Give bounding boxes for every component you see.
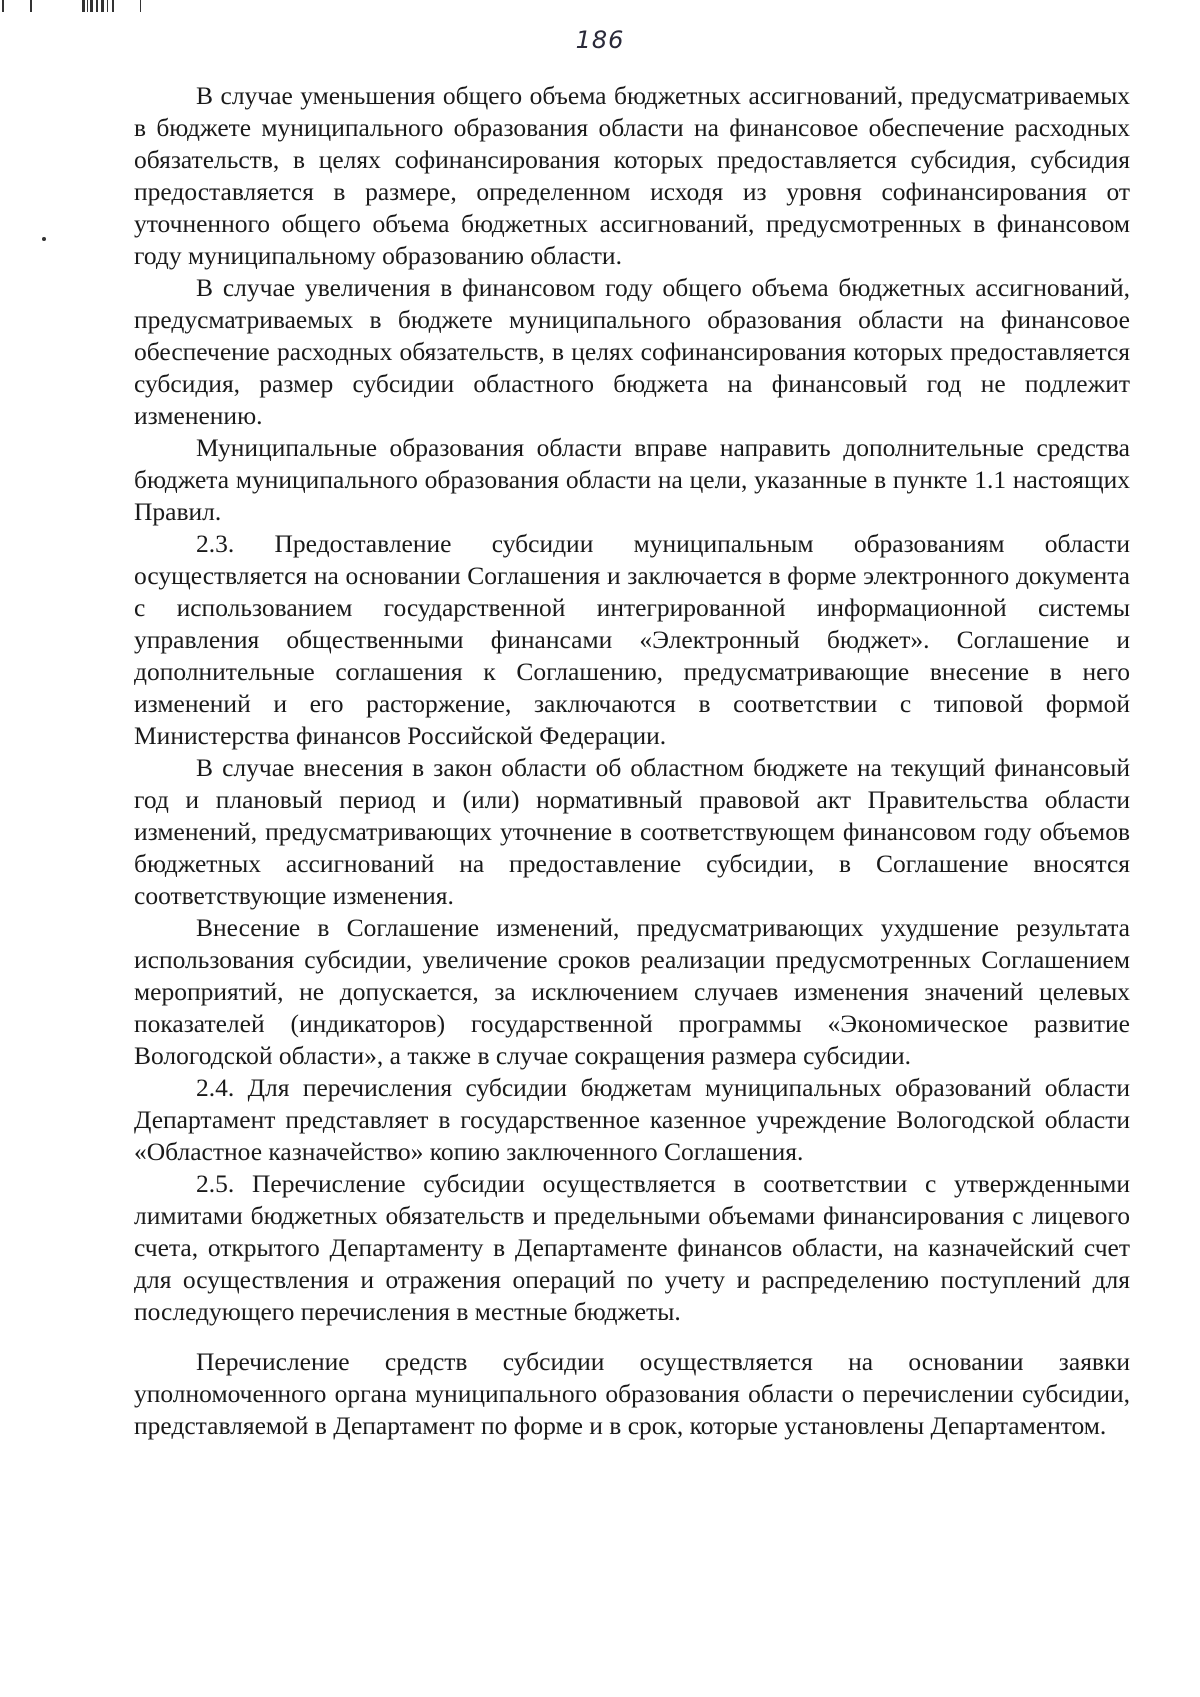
document-body xyxy=(134,80,1130,1442)
paragraph-budget-decrease: В случае уменьшения общего объема бюджетных ассигнований, предусматриваемых в бюджете муниципального образования области на финансовое обеспечение расходных обязательств, в целях софинансирования которых предоставляется субсидия, субсидия предоставляется в размере, определенном исходя из уровня софинансирования от уточненного общего объема бюджетных ассигнований, предусмотренных в финансовом году муниципальному образованию области. xyxy=(134,81,1130,270)
paragraph-clause-2-5: 2.5. Перечисление субсидии осуществляется в соответствии с утвержденными лимитами бюджетных обязательств и предельными объемами финансирования с лицевого счета, открытого Департаменту в Департаменте финансов области, на казначейский счет для осуществления и отражения операций по учету и распределению поступлений для последующего перечисления в местные бюджеты. xyxy=(134,1169,1130,1326)
paragraph-transfer-request: Перечисление средств субсидии осуществляется на основании заявки уполномоченного органа муниципального образования области о перечислении субсидии, представляемой в Департамент по форме и в срок, которые установлены Департаментом. xyxy=(134,1347,1130,1440)
paragraph-clause-2-4: 2.4. Для перечисления субсидии бюджетам муниципальных образований области Департамент представляет в государственное казенное учреждение Вологодской области «Областное казначейство» копию заключенного Соглашения. xyxy=(134,1073,1130,1166)
paragraph-budget-increase: В случае увеличения в финансовом году общего объема бюджетных ассигнований, предусматриваемых в бюджете муниципального образования области на финансовое обеспечение расходных обязательств, в целях софинансирования которых предоставляется субсидия, размер субсидии областного бюджета на финансовый год не подлежит изменению. xyxy=(134,273,1130,430)
paragraph-law-amendments: В случае внесения в закон области об областном бюджете на текущий финансовый год и плановый период и (или) нормативный правовой акт Правительства области изменений, предусматривающих уточнение в соответствующем финансовом году объемов бюджетных ассигнований на предоставление субсидии, в Соглашение вносятся соответствующие изменения. xyxy=(134,753,1130,910)
scan-speck xyxy=(42,237,46,241)
paragraph-clause-2-3: 2.3. Предоставление субсидии муниципальным образованиям области осуществляется на основании Соглашения и заключается в форме электронного документа с использованием государственной интегрированной информационной системы управления общественными финансами «Электронный бюджет». Соглашение и дополнительные соглашения к Соглашению, предусматривающие внесение в него изменений и его расторжение, заключаются в соответствии с типовой формой Министерства финансов Российской Федерации. xyxy=(134,529,1130,750)
paragraph-additional-funds: Муниципальные образования области вправе направить дополнительные средства бюджета муниципального образования области на цели, указанные в пункте 1.1 настоящих Правил. xyxy=(134,433,1130,526)
page-number: 186 xyxy=(575,26,625,54)
paragraph-agreement-changes: Внесение в Соглашение изменений, предусматривающих ухудшение результата использования субсидии, увеличение сроков реализации предусмотренных Соглашением мероприятий, не допускается, за исключением случаев изменения значений целевых показателей (индикаторов) государственной программы «Экономическое развитие Вологодской области», а также в случае сокращения размера субсидии. xyxy=(134,913,1130,1070)
